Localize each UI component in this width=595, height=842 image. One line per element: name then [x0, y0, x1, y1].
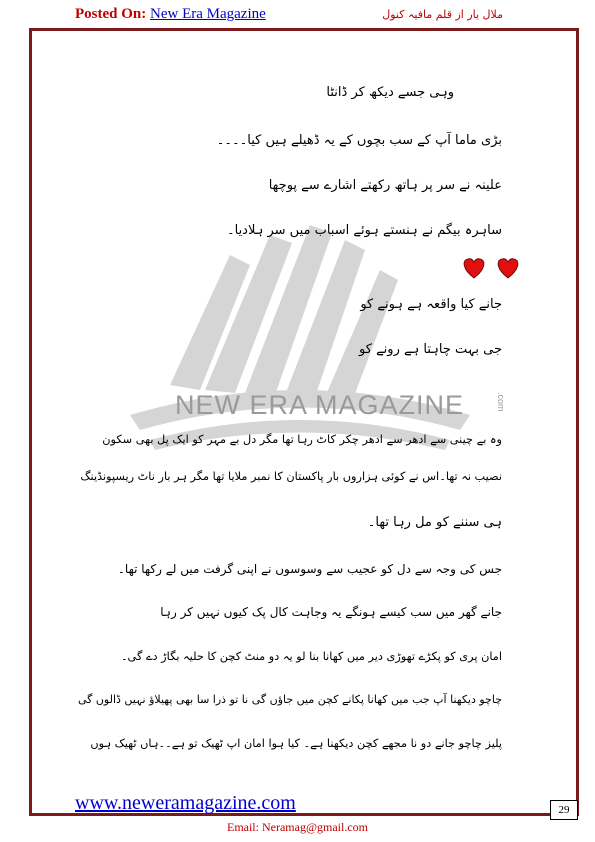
text-line-14: پلیز چاچو جانے دو نا مجھے کچن دیکھنا ہے۔ کیا ہوا امان اپ ٹھیک تو ہے۔۔ہاں ٹھیک ہوں	[90, 737, 502, 750]
text-line-7: وہ بے چینی سے ادھر سے ادھر چکر کاٹ رہا تھا مگر دل بے مہر کو ایک پل بھی سکون	[102, 433, 502, 446]
posted-on-label: Posted On:	[75, 6, 147, 22]
page-number: 29	[550, 800, 578, 820]
magazine-link[interactable]: New Era Magazine	[150, 6, 266, 22]
posted-on-header	[75, 6, 266, 23]
text-line-10: جس کی وجہ سے دل کو عجیب سے وسوسوں نے اپنی گرفت میں لے رکھا تھا۔	[117, 562, 502, 576]
text-line-3: علینہ نے سر پر ہاتھ رکھتے اشارے سے پوچھا	[268, 178, 502, 193]
hearts-icon	[460, 256, 524, 280]
text-line-1: وہی جسے دیکھ کر ڈانٹا	[326, 85, 454, 100]
text-line-13: چاچو دیکھنا آپ جب میں کھانا پکانے کچن میں جاؤں گی نا تو ذرا سا بھی پھیلاؤ نہیں ڈالوں گی	[77, 693, 502, 706]
watermark-suffix: .com	[496, 392, 506, 412]
poem-line-1: جانے کیا واقعہ ہے ہونے کو	[360, 297, 502, 312]
text-line-9: ہی سننے کو مل رہا تھا۔	[367, 515, 502, 530]
text-line-2: بڑی ماما آپ کے سب بچوں کے یہ ڈھیلے ہیں کیا۔۔۔۔	[216, 133, 502, 148]
poem-line-2: جی بہت چاہتا ہے رونے کو	[359, 342, 502, 357]
contact-email: Email: Neramag@gmail.com	[226, 820, 368, 834]
text-line-4: ساہرہ بیگم نے ہنستے ہوئے اسباب میں سر ہلادیا۔	[226, 223, 502, 238]
website-link[interactable]: www.neweramagazine.com	[75, 792, 296, 814]
text-line-8: نصیب نہ تھا۔اس نے کوئی ہزاروں بار پاکستان کا نمبر ملایا تھا مگر ہر بار ناٹ ریسپونڈینگ	[80, 470, 502, 483]
text-line-11: جانے گھر میں سب کیسے ہونگے یہ وجاہت کال پک کیوں نہیں کر رہا	[160, 605, 502, 619]
watermark-text: NEW ERA MAGAZINE	[175, 390, 465, 420]
story-title: ملال یار از قلم مافیہ کنول	[382, 8, 503, 21]
text-line-12: امان پری کو پکڑے تھوڑی دیر میں کھانا بنا لو یہ دو منٹ کچن کا حلیہ بگاڑ دے گی۔	[120, 650, 502, 663]
